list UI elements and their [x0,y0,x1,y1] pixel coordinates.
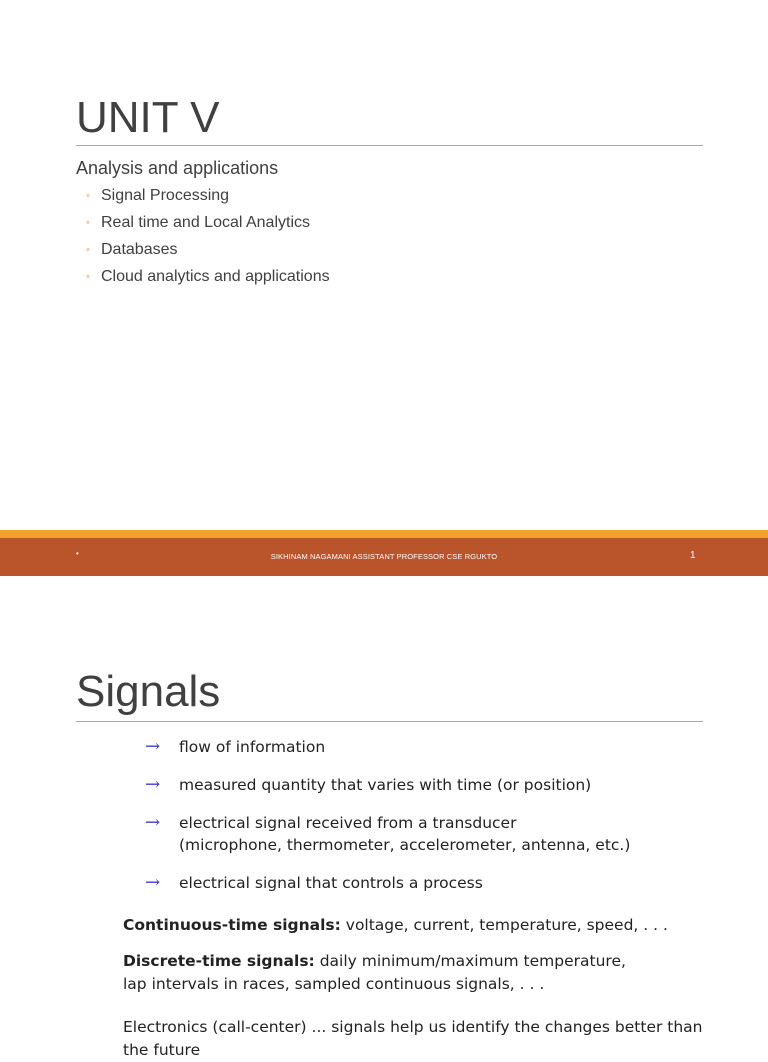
slide-title: UNIT V [76,93,220,142]
list-item [145,736,630,758]
list-item-label: Cloud analytics and applications [101,268,330,285]
topic-list [86,185,330,293]
arrow-right-icon: → [145,812,161,833]
bullet-marker-icon: ◦ [86,190,90,202]
continuous-time-label: Continuous-time signals: [123,916,341,934]
list-item-label-continued: (microphone, thermometer, accelerometer, antenna, etc.) [179,836,631,854]
list-item [86,266,330,293]
list-item [145,774,630,796]
bullet-marker-icon: ◦ [86,244,90,256]
list-item [145,812,630,856]
list-item-label: Databases [101,241,178,258]
title-divider [76,721,703,722]
footer-dot-icon: • [76,549,79,558]
slide-signals [0,576,768,1059]
continuous-time-paragraph [123,914,723,937]
list-item-label: electrical signal received from a transducer [179,814,517,832]
footer-accent-stripe [0,530,768,538]
list-item-label: Real time and Local Analytics [101,214,310,231]
slide-title: Signals [76,667,221,716]
arrow-right-icon: → [145,736,161,757]
discrete-time-label: Discrete-time signals: [123,952,315,970]
list-item-label: measured quantity that varies with time (or position) [179,776,592,794]
continuous-time-text: voltage, current, temperature, speed, . . . [340,916,668,934]
slide-subtitle: Analysis and applications [76,158,279,178]
list-item [145,872,630,894]
list-item [86,212,330,239]
discrete-time-text-continued: lap intervals in races, sampled continuous signals, . . . [123,975,545,993]
cut-off-paragraph: Electronics (call-center) ... signals help us identify the changes better than the future [123,1018,703,1059]
bullet-marker-icon: ◦ [86,217,90,229]
list-item-label: Signal Processing [101,187,230,204]
arrow-right-icon: → [145,774,161,795]
arrow-right-icon: → [145,872,161,893]
list-item-label: electrical signal that controls a process [179,874,483,892]
bullet-marker-icon: ◦ [86,271,90,283]
discrete-time-paragraph [123,950,723,996]
footer-author: SIKHINAM NAGAMANI ASSISTANT PROFESSOR CSE RGUKTO [270,552,498,561]
discrete-time-text: daily minimum/maximum temperature, [314,952,626,970]
signal-definition-list [145,736,630,910]
list-item [86,185,330,212]
title-divider [76,145,703,146]
slide-footer [0,538,768,576]
list-item [86,239,330,266]
list-item-label: flow of information [179,738,326,756]
page-number: 1 [690,550,696,561]
